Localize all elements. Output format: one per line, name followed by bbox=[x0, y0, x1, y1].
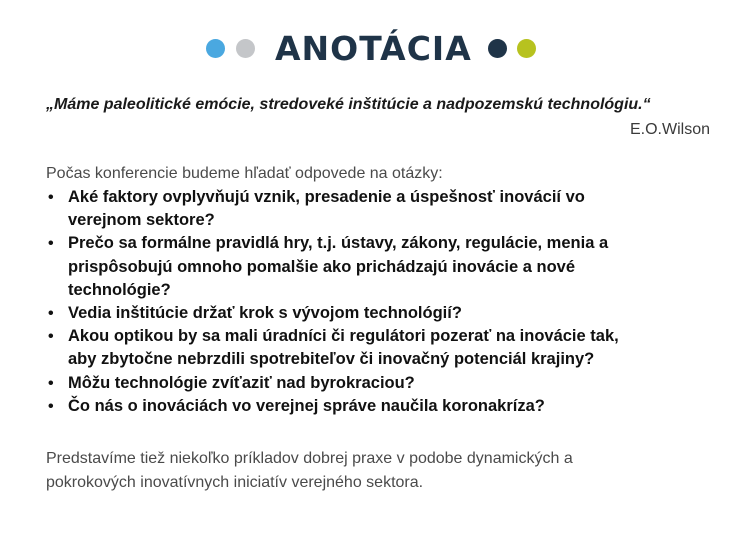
bullet-icon: • bbox=[48, 374, 54, 392]
bullet-icon: • bbox=[48, 397, 54, 415]
bullet-icon: • bbox=[48, 235, 54, 253]
quote-author: E.O.Wilson bbox=[629, 121, 710, 138]
questions-list bbox=[46, 186, 706, 418]
question-line: prispôsobujú omnoho pomalšie ako prichádzajú inovácie a nové bbox=[68, 257, 576, 276]
navy-dot-icon bbox=[488, 39, 507, 58]
bullet-icon: • bbox=[48, 305, 54, 323]
list-item bbox=[46, 186, 706, 232]
intro-text: Počas konferencie budeme hľadať odpovede na otázky: bbox=[46, 165, 443, 182]
header bbox=[0, 28, 754, 72]
question-line: Čo nás o inováciách vo verejnej správe naučila koronakríza? bbox=[68, 396, 545, 415]
gray-dot-icon bbox=[236, 39, 255, 58]
closing-paragraph bbox=[46, 447, 696, 495]
question-line: aby zbytočne nebrzdili spotrebiteľov či inovačný potenciál krajiny? bbox=[68, 350, 595, 369]
question-line: Vedia inštitúcie držať krok s vývojom technológií? bbox=[68, 304, 462, 323]
bullet-icon: • bbox=[48, 189, 54, 206]
quote-text: „Máme paleolitické emócie, stredoveké inštitúcie a nadpozemskú technológiu.“ bbox=[46, 96, 651, 113]
bullet-icon: • bbox=[48, 328, 54, 346]
list-item bbox=[46, 395, 706, 418]
list-item bbox=[46, 372, 706, 395]
closing-line: Predstavíme tiež niekoľko príkladov dobrej praxe v podobe dynamických a bbox=[46, 450, 573, 467]
closing-line: pokrokových inovatívnych iniciatív verejného sektora. bbox=[46, 474, 424, 491]
question-line: Môžu technológie zvíťaziť nad byrokraciou? bbox=[68, 373, 415, 392]
blue-dot-icon bbox=[206, 39, 225, 58]
list-item bbox=[46, 232, 706, 302]
question-line: Akou optikou by sa mali úradníci či regulátori pozerať na inovácie tak, bbox=[68, 327, 619, 346]
question-line: Aké faktory ovplyvňujú vznik, presadenie a úspešnosť inovácií vo bbox=[68, 188, 585, 206]
olive-dot-icon bbox=[517, 39, 536, 58]
question-line: verejnom sektore? bbox=[68, 211, 215, 230]
page-title: ANOTÁCIA bbox=[275, 29, 472, 68]
list-item bbox=[46, 325, 706, 371]
question-line: technológie? bbox=[68, 280, 171, 299]
question-line: Prečo sa formálne pravidlá hry, t.j. ústavy, zákony, regulácie, menia a bbox=[68, 234, 609, 253]
list-item bbox=[46, 302, 706, 325]
